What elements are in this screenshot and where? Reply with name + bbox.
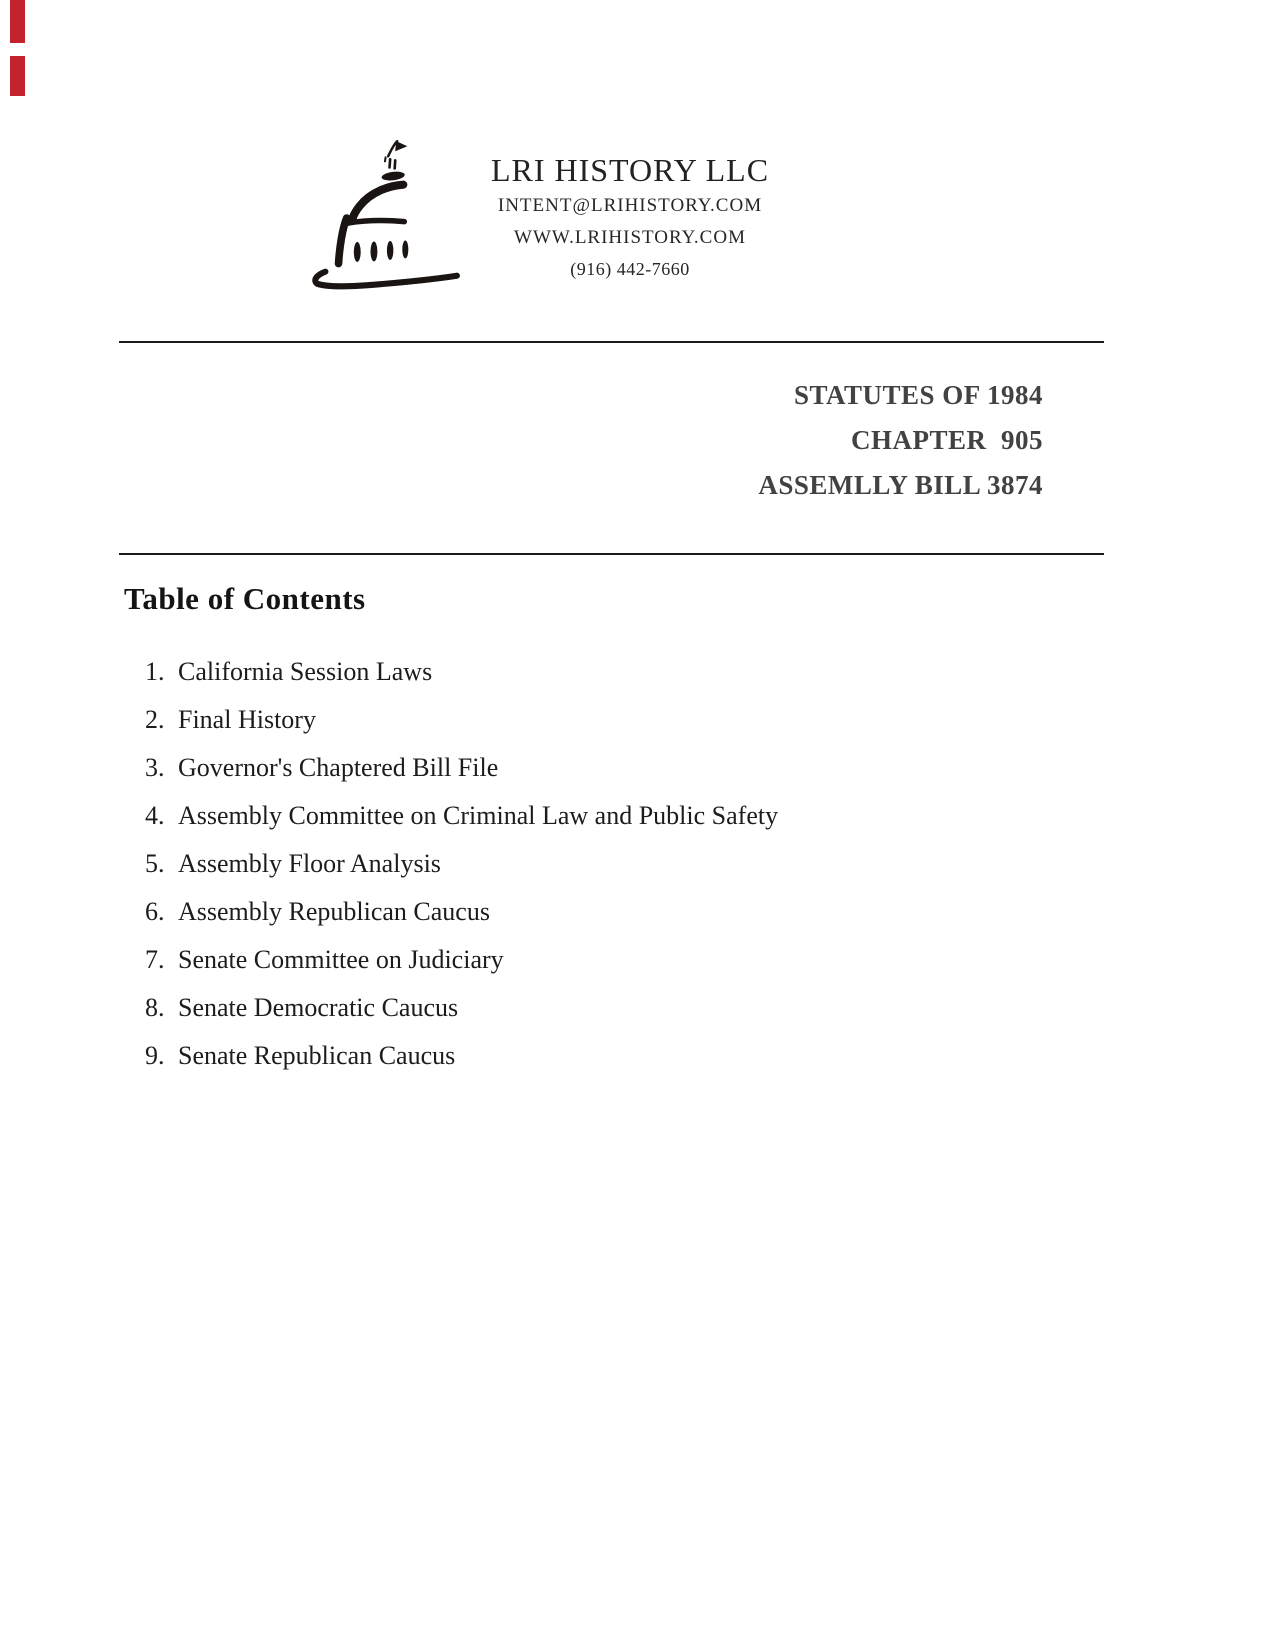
horizontal-rule-top [119, 341, 1104, 343]
horizontal-rule-bottom [119, 553, 1104, 555]
email-text: INTENT@LRIHISTORY.COM [497, 195, 763, 216]
toc-item-number: 6. [145, 897, 165, 926]
toc-item-label: Senate Committee on Judiciary [178, 945, 504, 974]
toc-item [145, 1032, 778, 1080]
toc-item-label: Senate Republican Caucus [178, 1041, 456, 1070]
toc-item [145, 744, 778, 792]
statutes-title-block [758, 373, 1043, 508]
toc-item [145, 696, 778, 744]
toc-item-number: 8. [145, 993, 165, 1022]
toc-heading: Table of Contents [124, 581, 366, 616]
toc-item-label: Senate Democratic Caucus [178, 993, 459, 1022]
toc-item [145, 840, 778, 888]
toc-item-number: 5. [145, 849, 165, 878]
red-edge-artifact [10, 56, 25, 96]
red-edge-artifact [10, 0, 25, 43]
toc-item [145, 648, 778, 696]
website-text: WWW.LRIHISTORY.COM [514, 227, 746, 248]
statutes-line: STATUTES OF 1984 [793, 380, 1043, 410]
phone-text: (916) 442-7660 [570, 259, 690, 279]
chapter-line: CHAPTER 905 [850, 425, 1043, 455]
toc-item-number: 9. [145, 1041, 165, 1070]
toc-list [145, 648, 778, 1080]
assembly-bill-line: ASSEMLLY BILL 3874 [758, 470, 1043, 500]
toc-item-number: 1. [145, 657, 165, 686]
toc-item-number: 4. [145, 801, 165, 830]
toc-item [145, 984, 778, 1032]
toc-item-label: Assembly Floor Analysis [178, 849, 441, 878]
letterhead [420, 150, 840, 285]
toc-item-label: Final History [178, 705, 316, 734]
company-name: LRI HISTORY LLC [490, 152, 770, 188]
toc-item-number: 7. [145, 945, 165, 974]
toc-item [145, 888, 778, 936]
toc-item [145, 792, 778, 840]
toc-item [145, 936, 778, 984]
toc-item-label: Assembly Republican Caucus [178, 897, 490, 926]
toc-item-number: 3. [145, 753, 165, 782]
toc-item-number: 2. [145, 705, 165, 734]
toc-item-label: Assembly Committee on Criminal Law and Public Safety [178, 801, 779, 830]
toc-item-label: Governor's Chaptered Bill File [178, 753, 499, 782]
toc-item-label: California Session Laws [178, 657, 433, 686]
